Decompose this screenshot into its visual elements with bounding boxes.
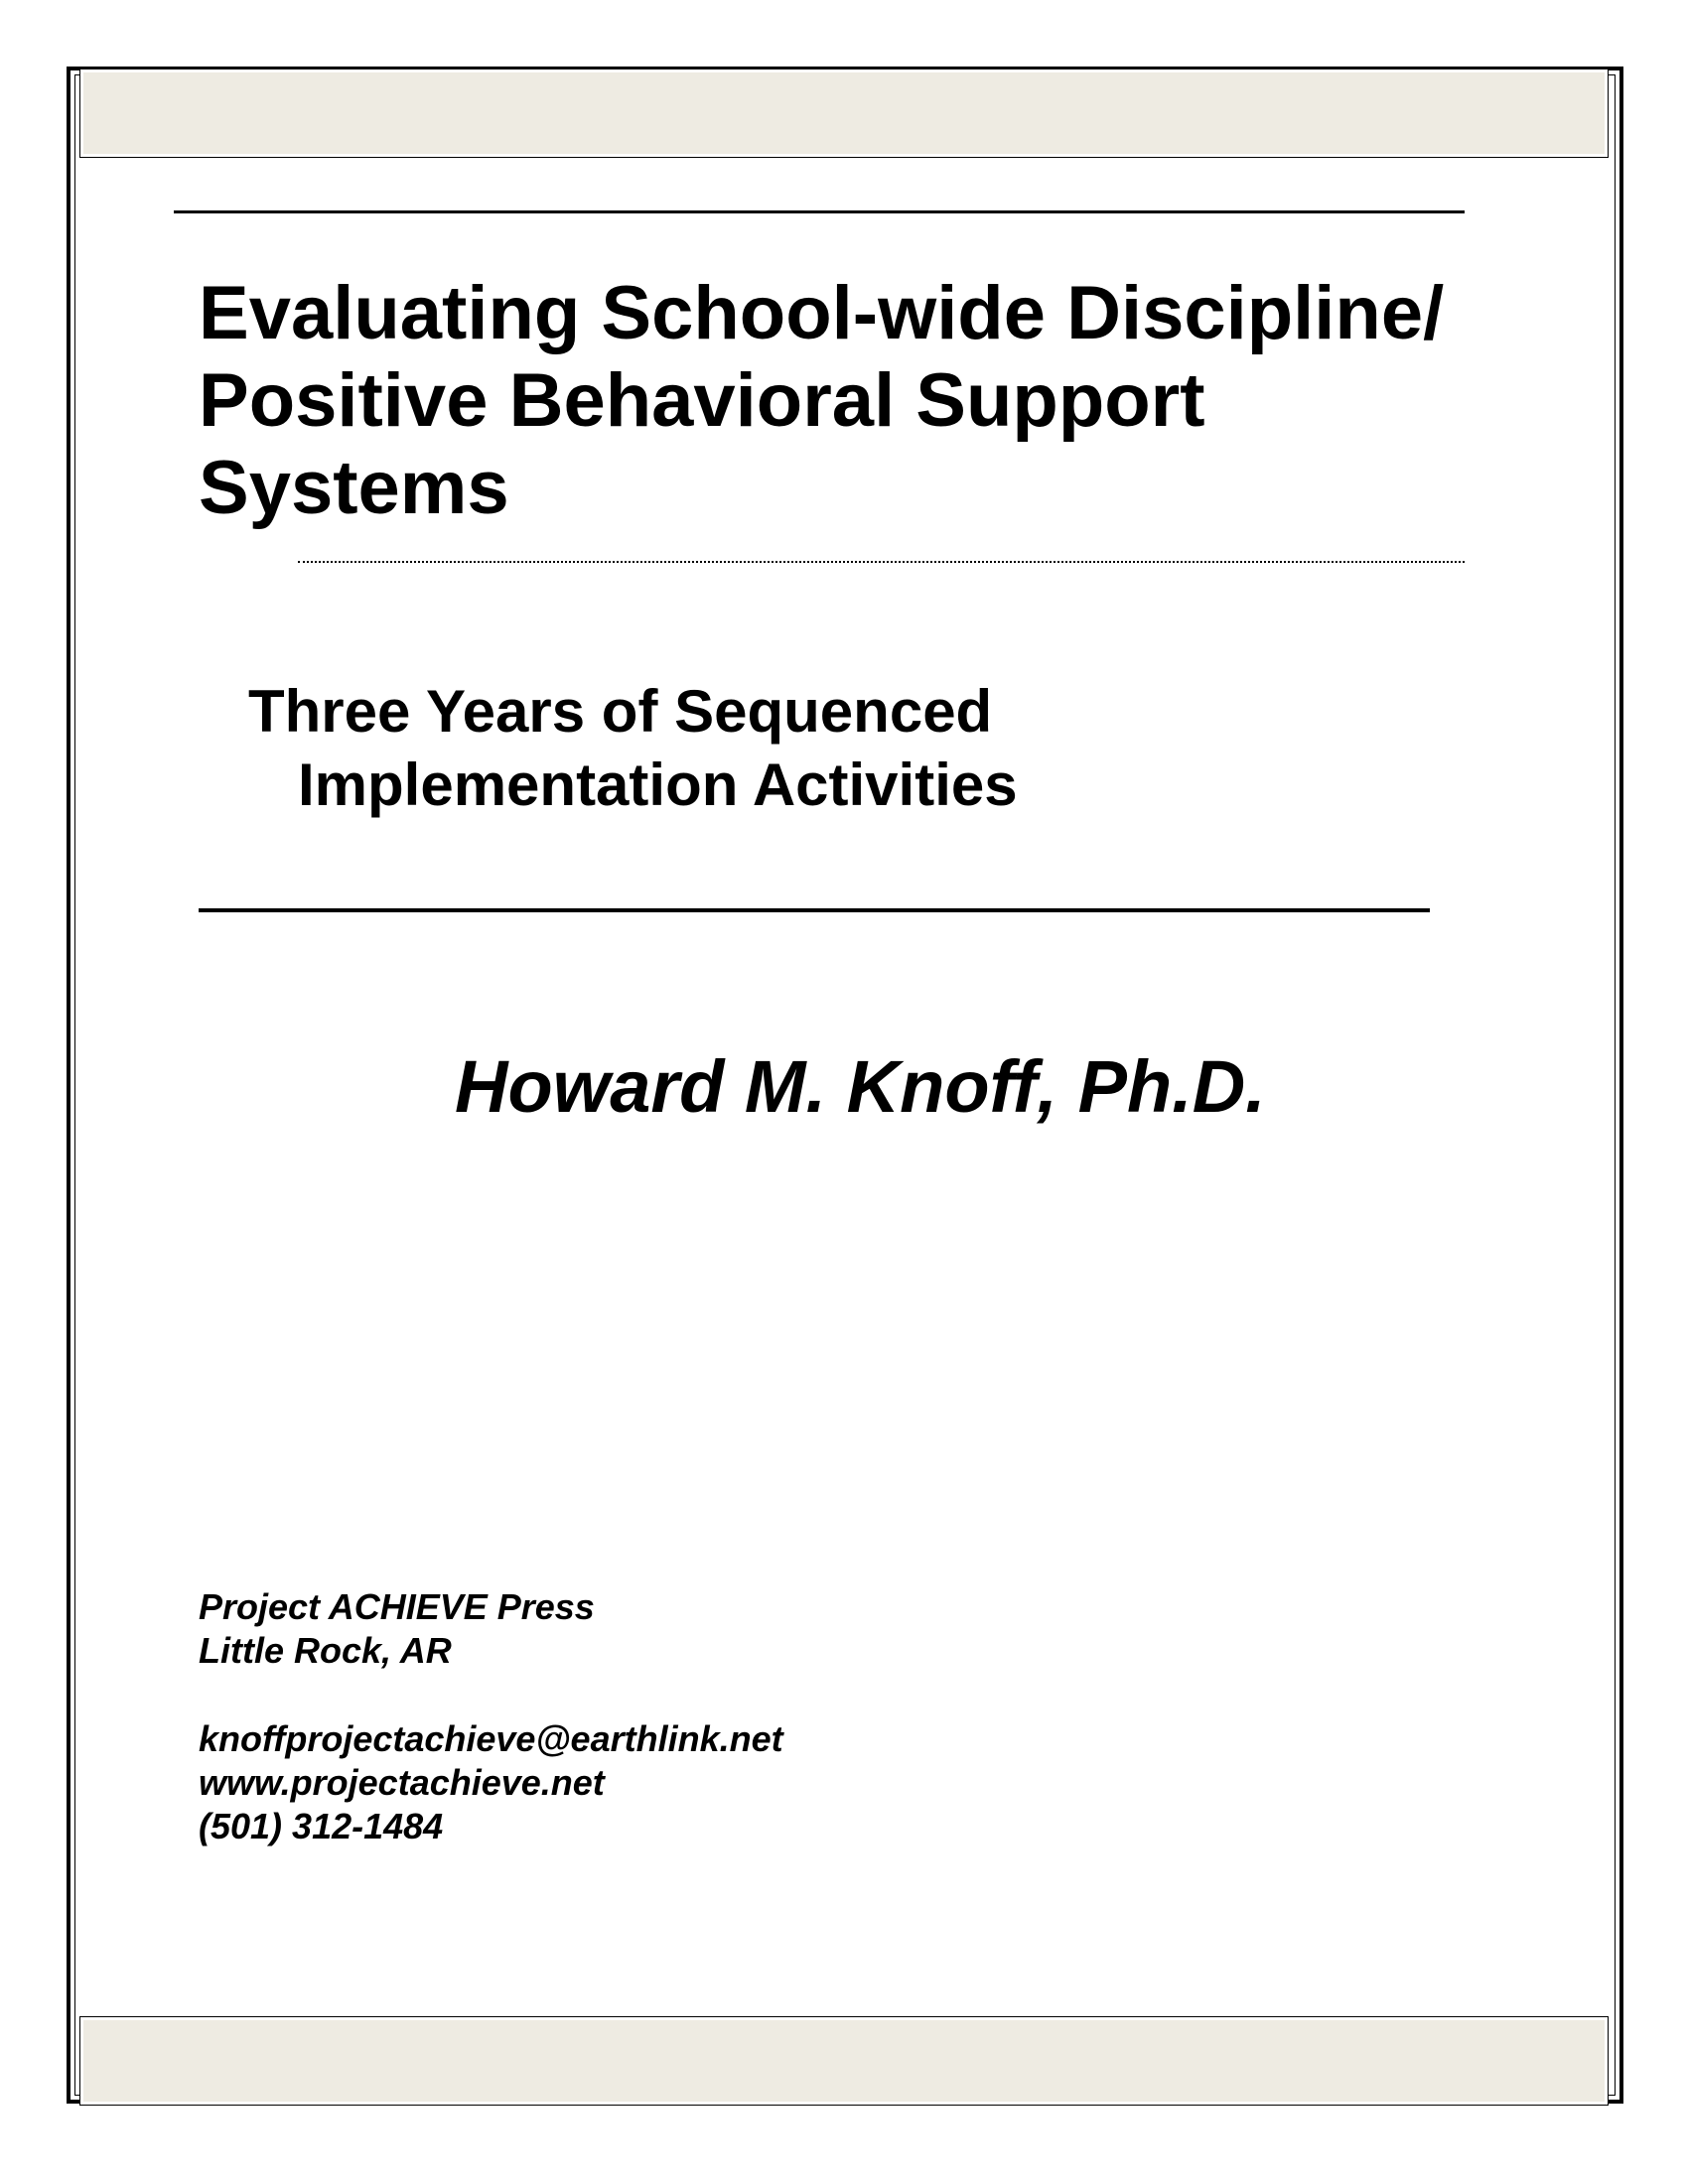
publisher-location: Little Rock, AR <box>199 1630 452 1671</box>
title-line: Systems <box>199 446 509 530</box>
header-band <box>79 68 1609 158</box>
subtitle-line: Implementation Activities <box>298 751 1018 818</box>
author-name: Howard M. Knoff, Ph.D. <box>455 1045 1266 1128</box>
publisher-name: Project ACHIEVE Press <box>199 1586 595 1627</box>
contact-email: knoffprojectachieve@earthlink.net <box>199 1718 783 1759</box>
top-rule <box>174 210 1465 213</box>
contact-website: www.projectachieve.net <box>199 1762 605 1803</box>
contact-block <box>199 1717 783 1848</box>
document-title <box>199 270 1489 532</box>
contact-phone: (501) 312-1484 <box>199 1806 444 1846</box>
title-line: Evaluating School-wide Discipline/ <box>199 271 1445 355</box>
document-subtitle <box>248 675 1440 822</box>
title-line: Positive Behavioral Support <box>199 358 1205 443</box>
publisher-block <box>199 1585 595 1673</box>
subtitle-line: Three Years of Sequenced <box>248 678 993 745</box>
middle-rule <box>199 908 1430 912</box>
footer-band <box>79 2016 1609 2106</box>
dotted-rule <box>298 561 1465 563</box>
